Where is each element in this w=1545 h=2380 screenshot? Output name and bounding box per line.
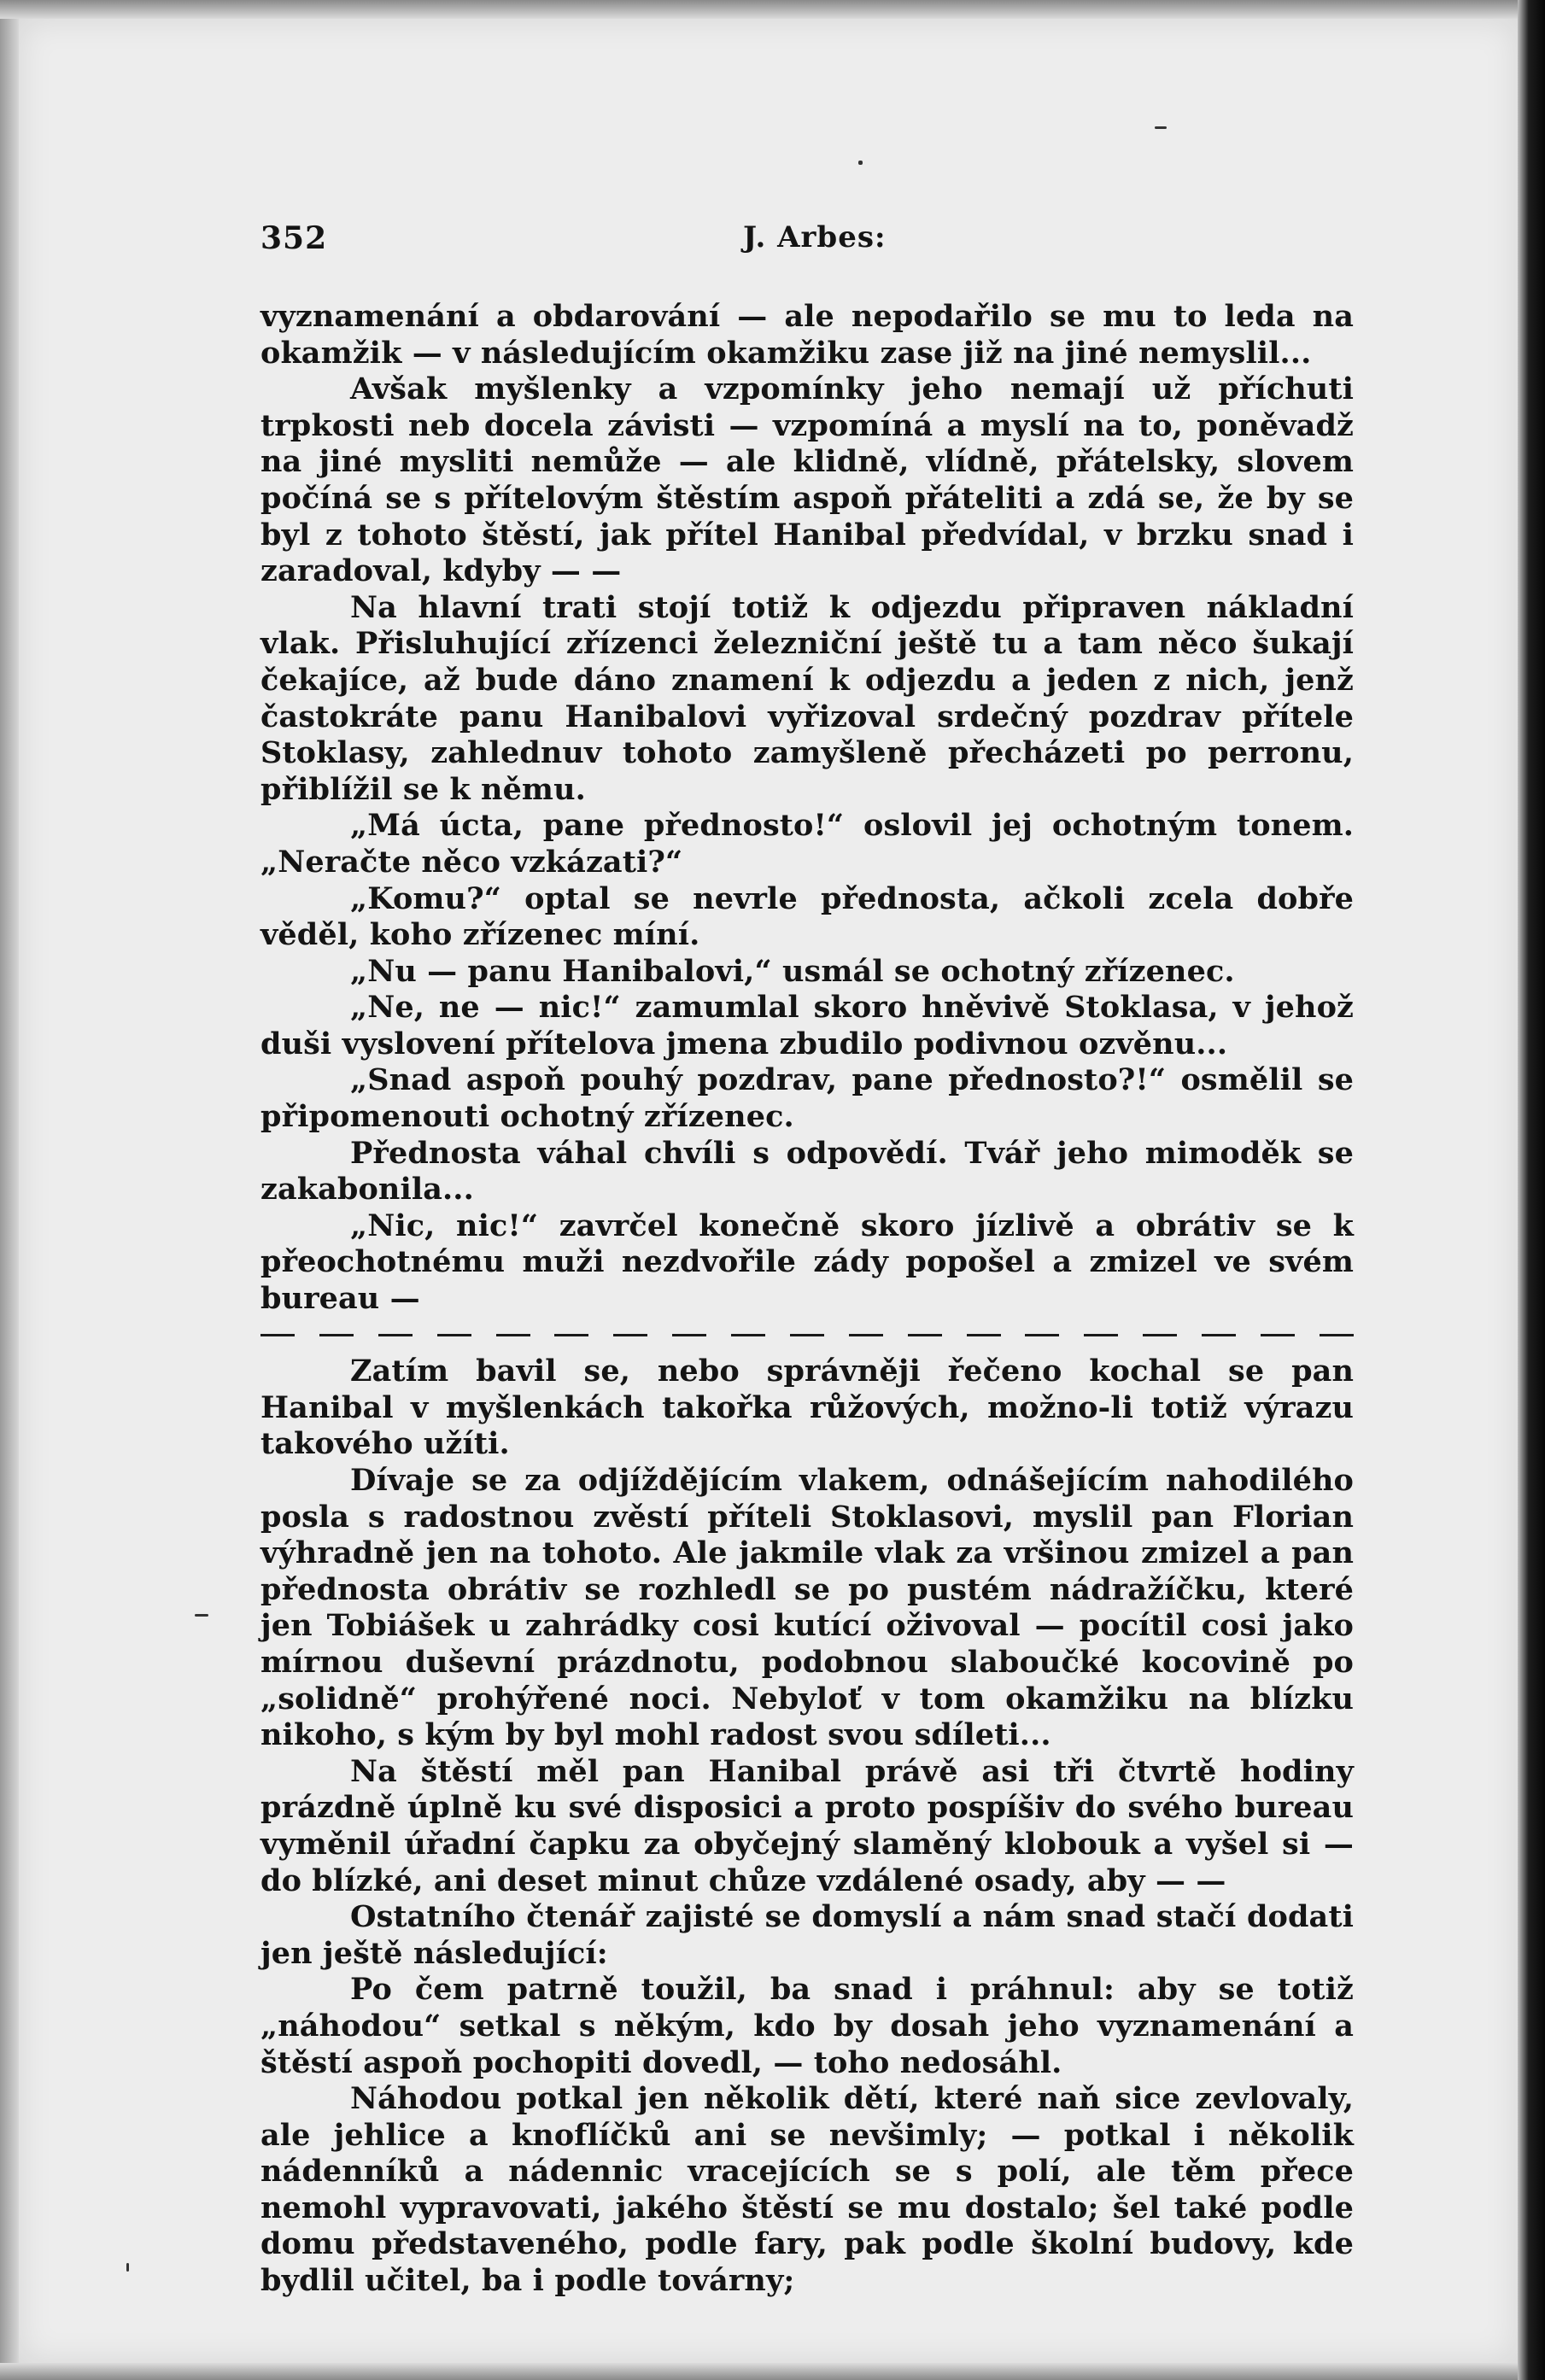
scan-speck	[1155, 126, 1167, 129]
body-text	[260, 299, 1354, 2300]
paragraph: Na hlavní trati stojí totiž k odjezdu připraven nákladní vlak. Přisluhující zřízenci železniční ještě tu a tam něco šukají čekajíce, až bude dáno znamení k odjezdu a jeden z nich, jenž častokráte panu Hanibalovi vyřizoval srdečný pozdrav přítele Stoklasy, zahlednuv tohoto zamyšleně přecházeti po perronu, přiblížil se k němu.	[260, 589, 1354, 807]
paragraph: Dívaje se za odjíždějícím vlakem, odnášejícím nahodilého posla s radostnou zvěstí příteli Stoklasovi, myslil pan Florian výhradně jen na tohoto. Ale jakmile vlak za vršinou zmizel a pan přednosta obrátiv se rozhledl se po pustém nádražíčku, které jen Tobiášek u zahrádky cosi kutící oživoval — pocítil cosi jako mírnou duševní prázdnotu, podobnou slaboučké kocovině po „solidně“ prohýřené noci. Nebyloť v tom okamžiku na blízku nikoho, s kým by byl mohl radost svou sdíleti...	[260, 1463, 1354, 1753]
scan-edge-left	[0, 0, 19, 2380]
scan-edge-bottom	[0, 2363, 1545, 2380]
scan-edge-right	[1518, 0, 1545, 2380]
section-break-dashes	[260, 1318, 1354, 1354]
paragraph: „Nu — panu Hanibalovi,“ usmál se ochotný zřízenec.	[350, 953, 1235, 989]
paragraph: „Snad aspoň pouhý pozdrav, pane přednosto?!“ osmělil se připomenouti ochotný zřízenec.	[260, 1062, 1354, 1135]
paragraph: „Ne, ne — nic!“ zamumlal skoro hněvivě Stoklasa, v jehož duši vyslovení přítelova jmena zbudilo podivnou ozvěnu...	[260, 990, 1354, 1061]
paragraph: „Nic, nic!“ zavrčel konečně skoro jízlivě a obrátiv se k přeochotnému muži nezdvořile zády popošel a zmizel ve svém bureau —	[260, 1208, 1354, 1317]
paragraph: Přednosta váhal chvíli s odpovědí. Tvář jeho mimoděk se zakabonila...	[260, 1135, 1354, 1208]
scan-speck	[126, 2263, 129, 2272]
paragraph: „Komu?“ optal se nevrle přednosta, ačkoli zcela dobře věděl, koho zřízenec míní.	[260, 880, 1354, 953]
page-number: 352	[260, 220, 328, 256]
paragraph: Na štěstí měl pan Hanibal právě asi tři čtvrtě hodiny prázdně úplně ku své disposici a proto pospíšiv do svého bureau vyměnil úřadní čapku za obyčejný slaměný klobouk a vyšel si — do blízké, ani deset minut chůze vzdálené osady, aby — —	[260, 1753, 1354, 1898]
paragraph: „Má úcta, pane přednosto!“ oslovil jej ochotným tonem. „Neračte něco vzkázati?“	[260, 808, 1354, 880]
paragraph: Zatím bavil se, nebo správněji řečeno kochal se pan Hanibal v myšlenkách takořka růžových, možno-li totiž výrazu takového užíti.	[260, 1354, 1354, 1462]
scan-speck	[858, 161, 863, 165]
paragraph: Avšak myšlenky a vzpomínky jeho nemají už příchuti trpkosti neb docela závisti — vzpomíná a myslí na to, poněvadž na jiné mysliti nemůže — ale klidně, vlídně, přátelsky, slovem počíná se s přítelovým štěstím aspoň přáteliti a zdá se, že by se byl z tohoto štěstí, jak přítel Hanibal předvídal, v brzku snad i zaradoval, kdyby — —	[260, 371, 1354, 589]
paragraph: Po čem patrně toužil, ba snad i práhnul: aby se totiž „náhodou“ setkal s někým, kdo by dosah jeho vyznamenání a štěstí aspoň pochopiti dovedl, — toho nedosáhl.	[260, 1972, 1354, 2080]
scan-speck	[195, 1614, 208, 1617]
paragraph: Ostatního čtenář zajisté se domyslí a nám snad stačí dodati jen ještě následující:	[260, 1899, 1354, 1971]
scan-edge-top	[0, 0, 1545, 19]
running-head: J. Arbes:	[743, 220, 887, 254]
page-header	[260, 220, 1354, 263]
paragraph: vyznamenání a obdarování — ale nepodařilo se mu to leda na okamžik — v následujícím okamžiku zase již na jiné nemyslil...	[260, 299, 1354, 371]
paragraph: Náhodou potkal jen několik dětí, které naň sice zevlovaly, ale jehlice a knoflíčků ani se nevšimly; — potkal i několik nádenníků a nádennic vracejících se s polí, ale těm přece nemohl vypravovati, jakého štěstí se mu dostalo; šel také podle domu představeného, podle fary, pak podle školní budovy, kde bydlil učitel, ba i podle továrny;	[260, 2081, 1354, 2299]
